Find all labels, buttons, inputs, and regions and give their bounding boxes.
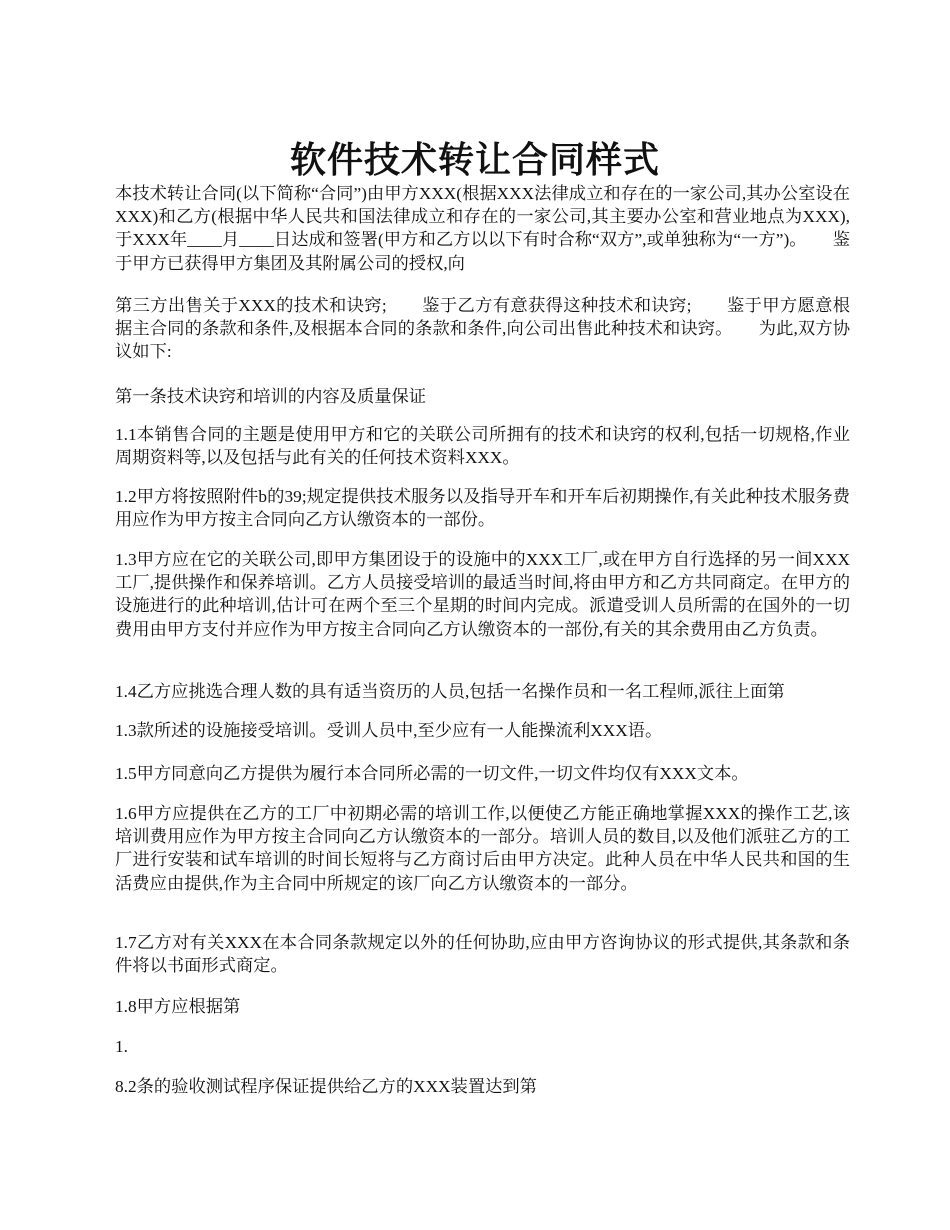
document-title: 软件技术转让合同样式 [289, 140, 660, 181]
paragraph-clause-1-8: 1.8甲方应根据第 [115, 997, 241, 1016]
paragraph-clause-1-4: 1.4乙方应挑选合理人数的具有适当资历的人员,包括一名操作员和一名工程师,派往上面第 [115, 682, 785, 701]
paragraph-recitals: 第三方出售关于XXX的技术和诀窍; 鉴于乙方有意获得这种技术和诀窍; 鉴于甲方愿意根据主合同的条款和条件,及根据本合同的条款和条件,向公司出售此种技术和诀窍。 为此,双方协议如下: [115, 296, 850, 362]
paragraph-preamble: 本技术转让合同(以下简称“合同”)由甲方XXX(根据XXX法律成立和存在的一家公司,其办公室设在XXX)和乙方(根据中华人民共和国法律成立和存在的一家公司,其主要办公室和营业地点为XXX),于XXX年____月____日达成和签署(甲方和乙方以以下有时合称“双方”,或单独称为“一方”)。 鉴于甲方已获得甲方集团及其附属公司的授权,向 [115, 184, 850, 273]
paragraph-clause-1-6: 1.6甲方应提供在乙方的工厂中初期必需的培训工作,以便使乙方能正确地掌握XXX的操作工艺,该培训费用应作为甲方按主合同向乙方认缴资本的一部分。培训人员的数目,以及他们派驻乙方的工厂进行安装和试车培训的时间长短将与乙方商讨后由甲方决定。此种人员在中华人民共和国的生活费应由提供,作为主合同中所规定的该厂向乙方认缴资本的一部分。 [115, 804, 850, 893]
paragraph-fragment: 1. [115, 1037, 128, 1056]
paragraph-clause-1-5: 1.5甲方同意向乙方提供为履行本合同所必需的一切文件,一切文件均仅有XXX文本。 [115, 764, 749, 783]
paragraph-clause-1-2: 1.2甲方将按照附件b的39;规定提供技术服务以及指导开车和开车后初期操作,有关此种技术服务费用应作为甲方按主合同向乙方认缴资本的一部份。 [115, 487, 850, 530]
paragraph-clause-1-7: 1.7乙方对有关XXX在本合同条款规定以外的任何协助,应由甲方咨询协议的形式提供,其条款和条件将以书面形式商定。 [115, 933, 850, 976]
paragraph-clause-1-3-cont: 1.3款所述的设施接受培训。受训人员中,至少应有一人能操流利XXX语。 [115, 721, 663, 740]
paragraph-clause-1-3: 1.3甲方应在它的关联公司,即甲方集团设于的设施中的XXX工厂,或在甲方自行选择的另一间XXX工厂,提供操作和保养培训。乙方人员接受培训的最适当时间,将由甲方和乙方共同商定。在甲方的设施进行的此种培训,估计可在两个至三个星期的时间内完成。派遣受训人员所需的在国外的一切费用由甲方支付并应作为甲方按主合同向乙方认缴资本的一部份,有关的其余费用由乙方负责。 [115, 550, 850, 639]
paragraph-article-1-heading: 第一条技术诀窍和培训的内容及质量保证 [115, 387, 427, 406]
paragraph-clause-8-2: 8.2条的验收测试程序保证提供给乙方的XXX装置达到第 [115, 1077, 537, 1096]
paragraph-clause-1-1: 1.1本销售合同的主题是使用甲方和它的关联公司所拥有的技术和诀窍的权利,包括一切规格,作业周期资料等,以及包括与此有关的任何技术资料XXX。 [115, 425, 850, 468]
